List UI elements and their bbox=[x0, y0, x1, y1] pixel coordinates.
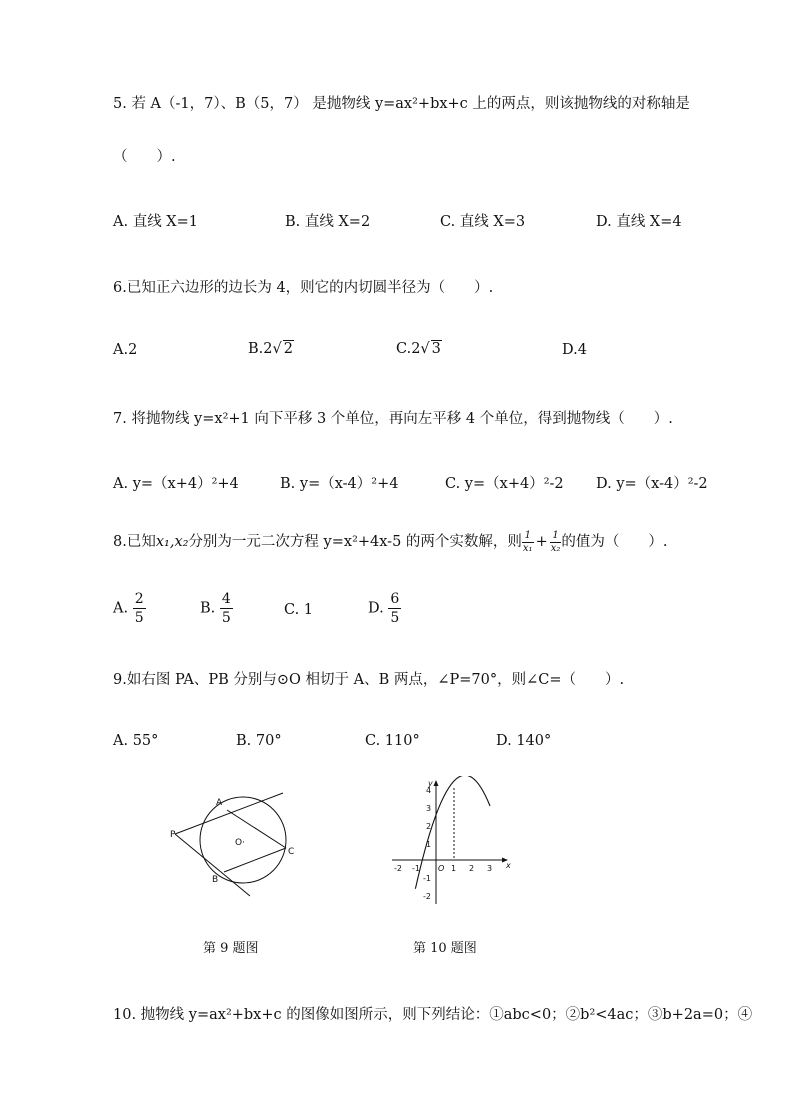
q9-option-a: A. 55° bbox=[113, 733, 159, 749]
q8-option-d bbox=[368, 592, 401, 625]
q8-fraction-2-num: 1 bbox=[550, 531, 562, 543]
q6-option-b-coef: 2 bbox=[263, 341, 273, 357]
y-tick-neg1: -1 bbox=[423, 874, 431, 883]
q6-option-b-radicand: 2 bbox=[283, 341, 293, 357]
label-c: C bbox=[288, 847, 295, 857]
q9-option-c: C. 110° bbox=[365, 733, 420, 749]
x-tick-1: 1 bbox=[451, 864, 457, 873]
q5-option-b: B. 直线 X=2 bbox=[285, 214, 371, 230]
y-tick-1: 1 bbox=[426, 840, 432, 849]
q8-option-b-label: B. bbox=[200, 600, 216, 617]
q10-stem: 10. 抛物线 y=ax²+bx+c 的图像如图所示，则下列结论：①abc<0；②b²<4ac；③b+2a=0；④ bbox=[113, 1007, 753, 1023]
q5-option-a: A. 直线 X=1 bbox=[113, 214, 198, 230]
label-o: O· bbox=[235, 838, 245, 848]
figure-10-graph bbox=[388, 776, 516, 906]
x-tick-2: 2 bbox=[469, 864, 475, 873]
y-tick-neg2: -2 bbox=[423, 892, 431, 901]
label-b: B bbox=[212, 875, 219, 885]
q6-option-c-label: C. bbox=[396, 341, 412, 357]
q8-option-a-fraction bbox=[133, 592, 146, 625]
q6-option-a: A.2 bbox=[113, 342, 138, 358]
q8-stem bbox=[113, 530, 668, 554]
q8-option-b bbox=[200, 592, 233, 625]
q8-option-a-label: A. bbox=[113, 600, 129, 617]
q5-stem-line2: （ ）. bbox=[113, 149, 176, 165]
q5-option-d: D. 直线 X=4 bbox=[596, 214, 682, 230]
q8-fraction-2 bbox=[550, 531, 562, 554]
origin-label: O bbox=[438, 864, 445, 873]
chord-bc bbox=[224, 848, 286, 872]
q8-option-d-den: 5 bbox=[390, 610, 400, 626]
q6-option-c-radicand: 3 bbox=[431, 341, 441, 357]
y-axis-arrow-icon bbox=[434, 780, 439, 786]
x-tick-neg1: -1 bbox=[412, 864, 420, 873]
q7-option-c: C. y=（x+4）²-2 bbox=[445, 476, 564, 492]
q8-option-c: C. 1 bbox=[284, 602, 314, 618]
q7-option-a: A. y=（x+4）²+4 bbox=[113, 476, 239, 492]
q8-vars: x₁,x₂ bbox=[155, 534, 189, 550]
q8-stem-post: 的值为（ ）. bbox=[561, 534, 668, 550]
q8-option-b-den: 5 bbox=[221, 610, 231, 626]
sqrt-sign: √ bbox=[420, 341, 430, 357]
y-tick-3: 3 bbox=[426, 804, 432, 813]
q8-option-d-label: D. bbox=[368, 600, 384, 617]
q5-stem-line1: 5. 若 A（-1，7）、B（5，7） 是抛物线 y=ax²+bx+c 上的两点，则该抛物线的对称轴是 bbox=[113, 96, 690, 112]
x-tick-neg2: -2 bbox=[394, 864, 402, 873]
q8-fraction-2-den: x₂ bbox=[550, 542, 561, 554]
q8-fraction-1 bbox=[522, 531, 534, 554]
q7-option-b: B. y=（x-4）²+4 bbox=[280, 476, 399, 492]
q8-option-a bbox=[113, 592, 146, 625]
q7-option-d: D. y=（x-4）²-2 bbox=[596, 476, 708, 492]
q9-option-d: D. 140° bbox=[496, 733, 552, 749]
q5-option-c: C. 直线 X=3 bbox=[440, 214, 526, 230]
q8-option-d-num: 6 bbox=[390, 591, 400, 607]
x-tick-3: 3 bbox=[487, 864, 493, 873]
q8-plus: + bbox=[535, 534, 548, 550]
q7-stem: 7. 将抛物线 y=x²+1 向下平移 3 个单位，再向左平移 4 个单位，得到抛物线（ ）. bbox=[113, 411, 673, 427]
q6-option-c-coef: 2 bbox=[411, 341, 421, 357]
sqrt-sign: √ bbox=[272, 341, 282, 357]
q8-option-d-fraction bbox=[388, 592, 401, 625]
q8-fraction-1-num: 1 bbox=[522, 531, 534, 543]
q8-option-a-num: 2 bbox=[134, 591, 144, 607]
q6-option-b bbox=[248, 340, 294, 357]
q8-option-b-num: 4 bbox=[221, 591, 231, 607]
label-a: A bbox=[216, 798, 223, 808]
y-tick-2: 2 bbox=[426, 822, 432, 831]
y-axis-label: y bbox=[428, 779, 433, 788]
q8-stem-mid: 分别为一元二次方程 y=x²+4x-5 的两个实数解，则 bbox=[188, 534, 522, 550]
q6-stem: 6.已知正六边形的边长为 4，则它的内切圆半径为（ ）. bbox=[113, 280, 494, 296]
q8-fraction-1-den: x₁ bbox=[522, 542, 533, 554]
y-tick-4: 4 bbox=[426, 786, 432, 795]
figure-10-caption: 第 10 题图 bbox=[413, 941, 477, 956]
q9-option-b: B. 70° bbox=[236, 733, 282, 749]
q6-option-b-label: B. bbox=[248, 341, 264, 357]
q8-option-a-den: 5 bbox=[134, 610, 144, 626]
q6-option-d: D.4 bbox=[562, 342, 587, 358]
q9-stem: 9.如右图 PA、PB 分别与⊙O 相切于 A、B 两点，∠P=70°，则∠C=（ ）. bbox=[113, 672, 625, 688]
figure-9-caption: 第 9 题图 bbox=[203, 941, 259, 956]
q6-option-c bbox=[396, 340, 442, 357]
q8-stem-pre: 8.已知 bbox=[113, 534, 156, 550]
q8-option-b-fraction bbox=[220, 592, 233, 625]
label-p: P bbox=[170, 830, 176, 840]
x-axis-label: x bbox=[506, 861, 511, 870]
figure-9-diagram bbox=[165, 788, 300, 898]
